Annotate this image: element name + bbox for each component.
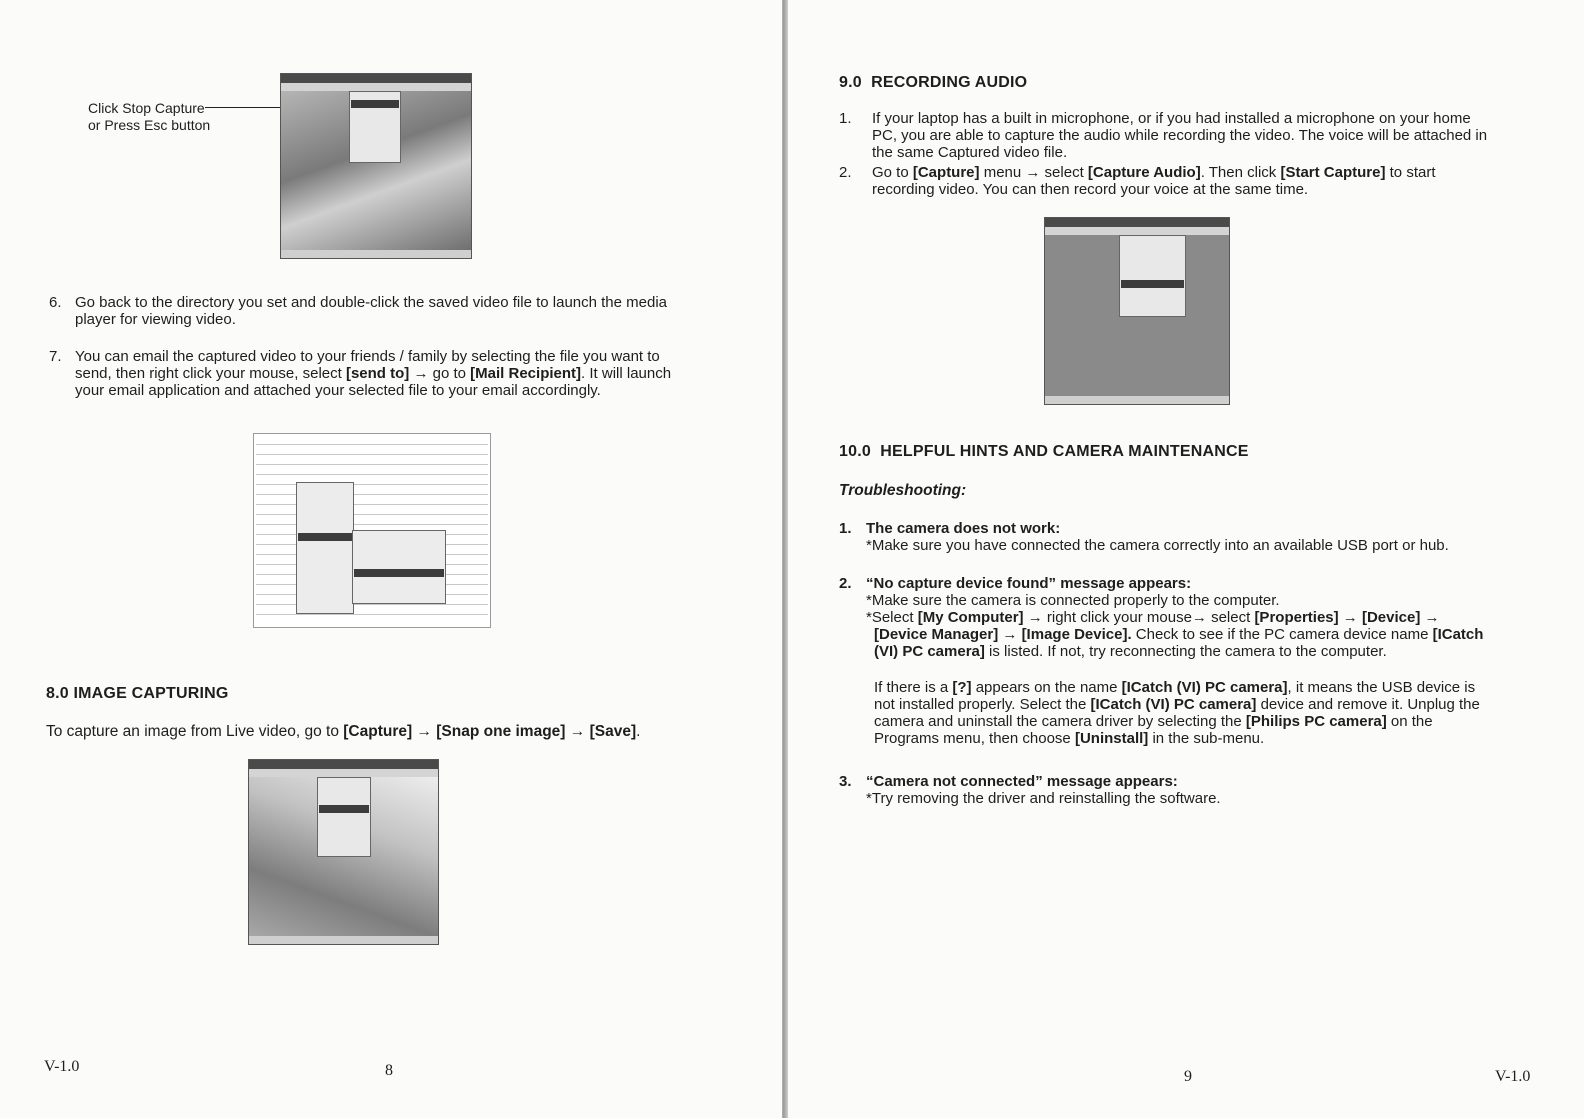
troubleshooting-subheading: Troubleshooting: xyxy=(839,482,967,499)
page-number-9: 9 xyxy=(1184,1068,1192,1085)
capture-instruction: To capture an image from Live video, go to [Capture] → [Snap one image] → [Save]. xyxy=(46,723,641,740)
section-9-heading: 9.0 RECORDING AUDIO xyxy=(839,74,1028,91)
footer-version-right: V-1.0 xyxy=(1495,1068,1531,1085)
page-number-8: 8 xyxy=(385,1062,393,1079)
page-8 xyxy=(0,0,782,1118)
audio-step-1: 1. If your laptop has a built in microphone, or if you had installed a microphone on your home PC, you are able to capture the audio while recording the video. The voice will be attached in the same Captured video file. xyxy=(839,110,1488,161)
tip-camera-not-work: 1. The camera does not work: *Make sure you have connected the camera correctly into an available USB port or hub. xyxy=(839,520,1449,554)
stop-capture-screenshot xyxy=(280,73,472,259)
step-7: 7. You can email the captured video to your friends / family by selecting the file you want to send, then right click your mouse, select [send to] → go to [Mail Recipient]. It will launch your email application and attached your selected file to your email accordingly. xyxy=(49,348,672,399)
send-to-screenshot xyxy=(253,433,491,628)
capture-audio-screenshot xyxy=(1044,217,1230,405)
step-6: 6. Go back to the directory you set and double-click the saved video file to launch the media player for viewing video. xyxy=(49,294,668,328)
footer-version-left: V-1.0 xyxy=(44,1058,80,1075)
tip-camera-not-connected: 3. “Camera not connected” message appears: *Try removing the driver and reinstalling the software. xyxy=(839,773,1221,807)
page-9 xyxy=(788,0,1584,1118)
snap-image-screenshot xyxy=(248,759,439,945)
tip-no-capture-device: 2. “No capture device found” message appears: *Make sure the camera is connected properly to the computer. *Select [My Computer] → right click your mouse→ select [Properties] → [Device] → [Device Manager] → [Image Device]. Check to see if the PC camera device name [ICatch (VI) PC camera] is listed. If not, try reconnecting the camera to the computer. If there is a [?] appears on the name [ICatch (VI) PC camera], it means the USB device is not installed properly. Select the [ICatch (VI) PC camera] device and remove it. Unplug the camera and uninstall the camera driver by selecting the [Philips PC camera] on the Programs menu, then choose [Uninstall] in the sub-menu. xyxy=(839,575,1484,747)
section-8-heading: 8.0 IMAGE CAPTURING xyxy=(46,685,229,702)
stop-capture-callout: Click Stop Capture or Press Esc button xyxy=(88,100,211,133)
section-10-heading: 10.0 HELPFUL HINTS AND CAMERA MAINTENANCE xyxy=(839,443,1249,460)
audio-step-2: 2. Go to [Capture] menu → select [Capture Audio]. Then click [Start Capture] to start recording video. You can then record your voice at the same time. xyxy=(839,164,1436,198)
